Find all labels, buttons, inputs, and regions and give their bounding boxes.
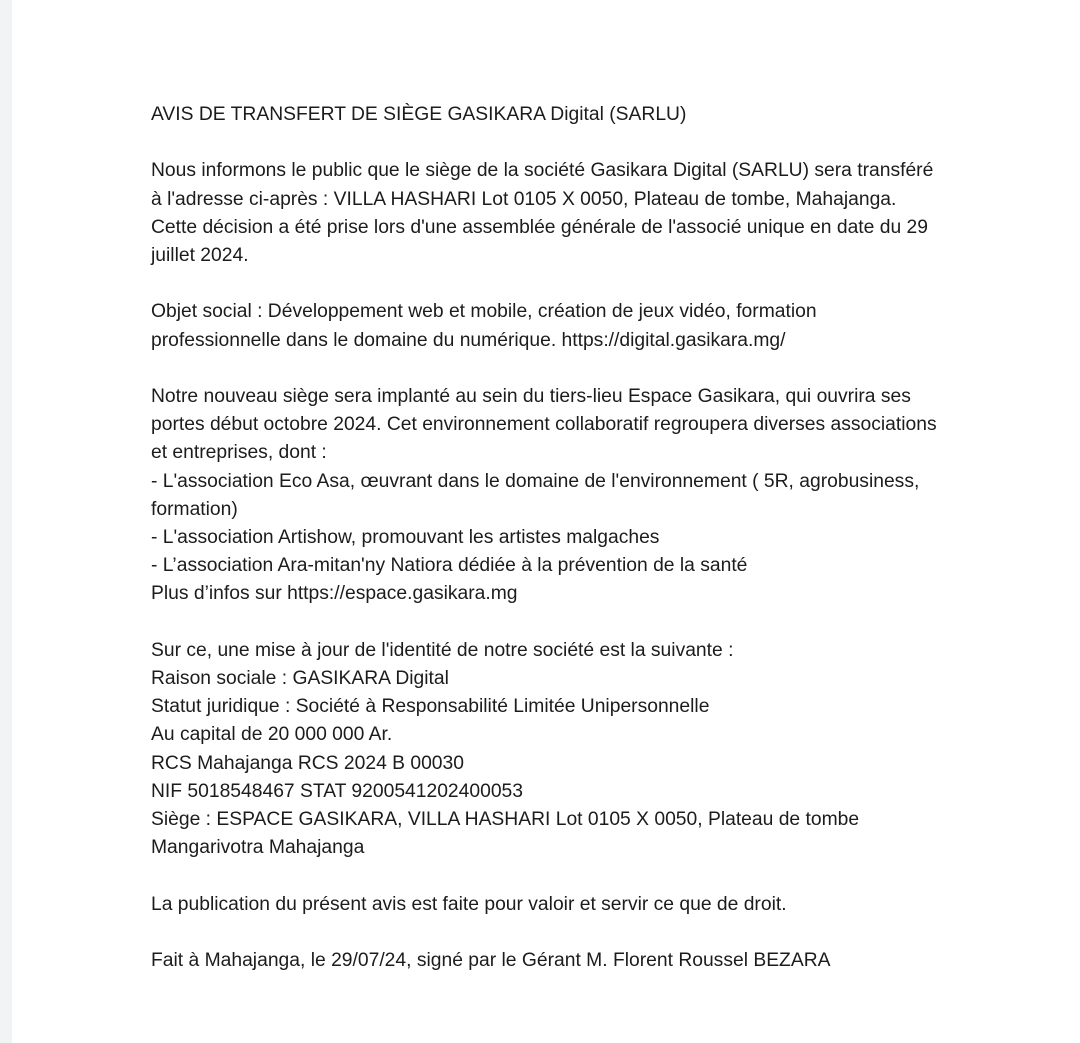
- text-line: Statut juridique : Société à Responsabilité Limitée Unipersonnelle: [151, 696, 710, 718]
- text-line: juillet 2024.: [151, 245, 249, 266]
- text-line: Raison sociale : GASIKARA Digital: [151, 668, 449, 689]
- paragraph-gap: [151, 355, 1051, 383]
- intro-paragraph: [151, 157, 1051, 270]
- text-line: NIF 5018548467 STAT 9200541202400053: [151, 780, 524, 802]
- paragraph-gap: [151, 609, 1051, 637]
- text-line: Sur ce, une mise à jour de l'identité de notre société est la suivante :: [151, 639, 734, 661]
- text-line: à l'adresse ci-après : VILLA HASHARI Lot 0105 X 0050, Plateau de tombe, Mahajanga.: [151, 188, 897, 210]
- text-line: Objet social : Développement web et mobile, création de jeux vidéo, formation: [151, 301, 817, 323]
- document-page: [12, 0, 1080, 1043]
- list-item: - L’association Ara-mitan'ny Natiora dédiée à la prévention de la santé: [151, 555, 748, 577]
- signature-line: Fait à Mahajanga, le 29/07/24, signé par le Gérant M. Florent Roussel BEZARA: [151, 950, 831, 971]
- text-line: Siège : ESPACE GASIKARA, VILLA HASHARI Lot 0105 X 0050, Plateau de tombe: [151, 809, 860, 831]
- notice-title: AVIS DE TRANSFERT DE SIÈGE GASIKARA Digital (SARLU): [151, 104, 687, 125]
- new-siege-paragraph: [151, 383, 1051, 609]
- paragraph-gap: [151, 129, 1051, 157]
- text-line: professionnelle dans le domaine du numérique. https://digital.gasikara.mg/: [151, 329, 786, 351]
- text-line: RCS Mahajanga RCS 2024 B 00030: [151, 752, 464, 774]
- text-line: portes début octobre 2024. Cet environnement collaboratif regroupera diverses associations: [151, 414, 937, 436]
- text-line: formation): [151, 498, 238, 520]
- paragraph-gap: [151, 919, 1051, 947]
- list-item: - L'association Artishow, promouvant les artistes malgaches: [151, 527, 660, 548]
- objet-social-paragraph: [151, 298, 1051, 354]
- list-item: - L'association Eco Asa, œuvrant dans le domaine de l'environnement ( 5R, agrobusiness,: [151, 470, 920, 492]
- paragraph-gap: [151, 270, 1051, 298]
- publication-statement: La publication du présent avis est faite pour valoir et servir ce que de droit.: [151, 893, 787, 915]
- text-line: Plus d’infos sur https://espace.gasikara.mg: [151, 583, 518, 605]
- text-line: Cette décision a été prise lors d'une assemblée générale de l'associé unique en date du 29: [151, 216, 928, 238]
- text-line: Au capital de 20 000 000 Ar.: [151, 724, 393, 746]
- text-line: Notre nouveau siège sera implanté au sein du tiers-lieu Espace Gasikara, qui ouvrira ses: [151, 385, 911, 407]
- identity-paragraph: [151, 637, 1051, 863]
- document-body: [151, 101, 1051, 975]
- text-line: et entreprises, dont :: [151, 442, 327, 464]
- text-line: Nous informons le public que le siège de la société Gasikara Digital (SARLU) sera transféré: [151, 160, 934, 182]
- paragraph-gap: [151, 862, 1051, 890]
- text-line: Mangarivotra Mahajanga: [151, 837, 365, 859]
